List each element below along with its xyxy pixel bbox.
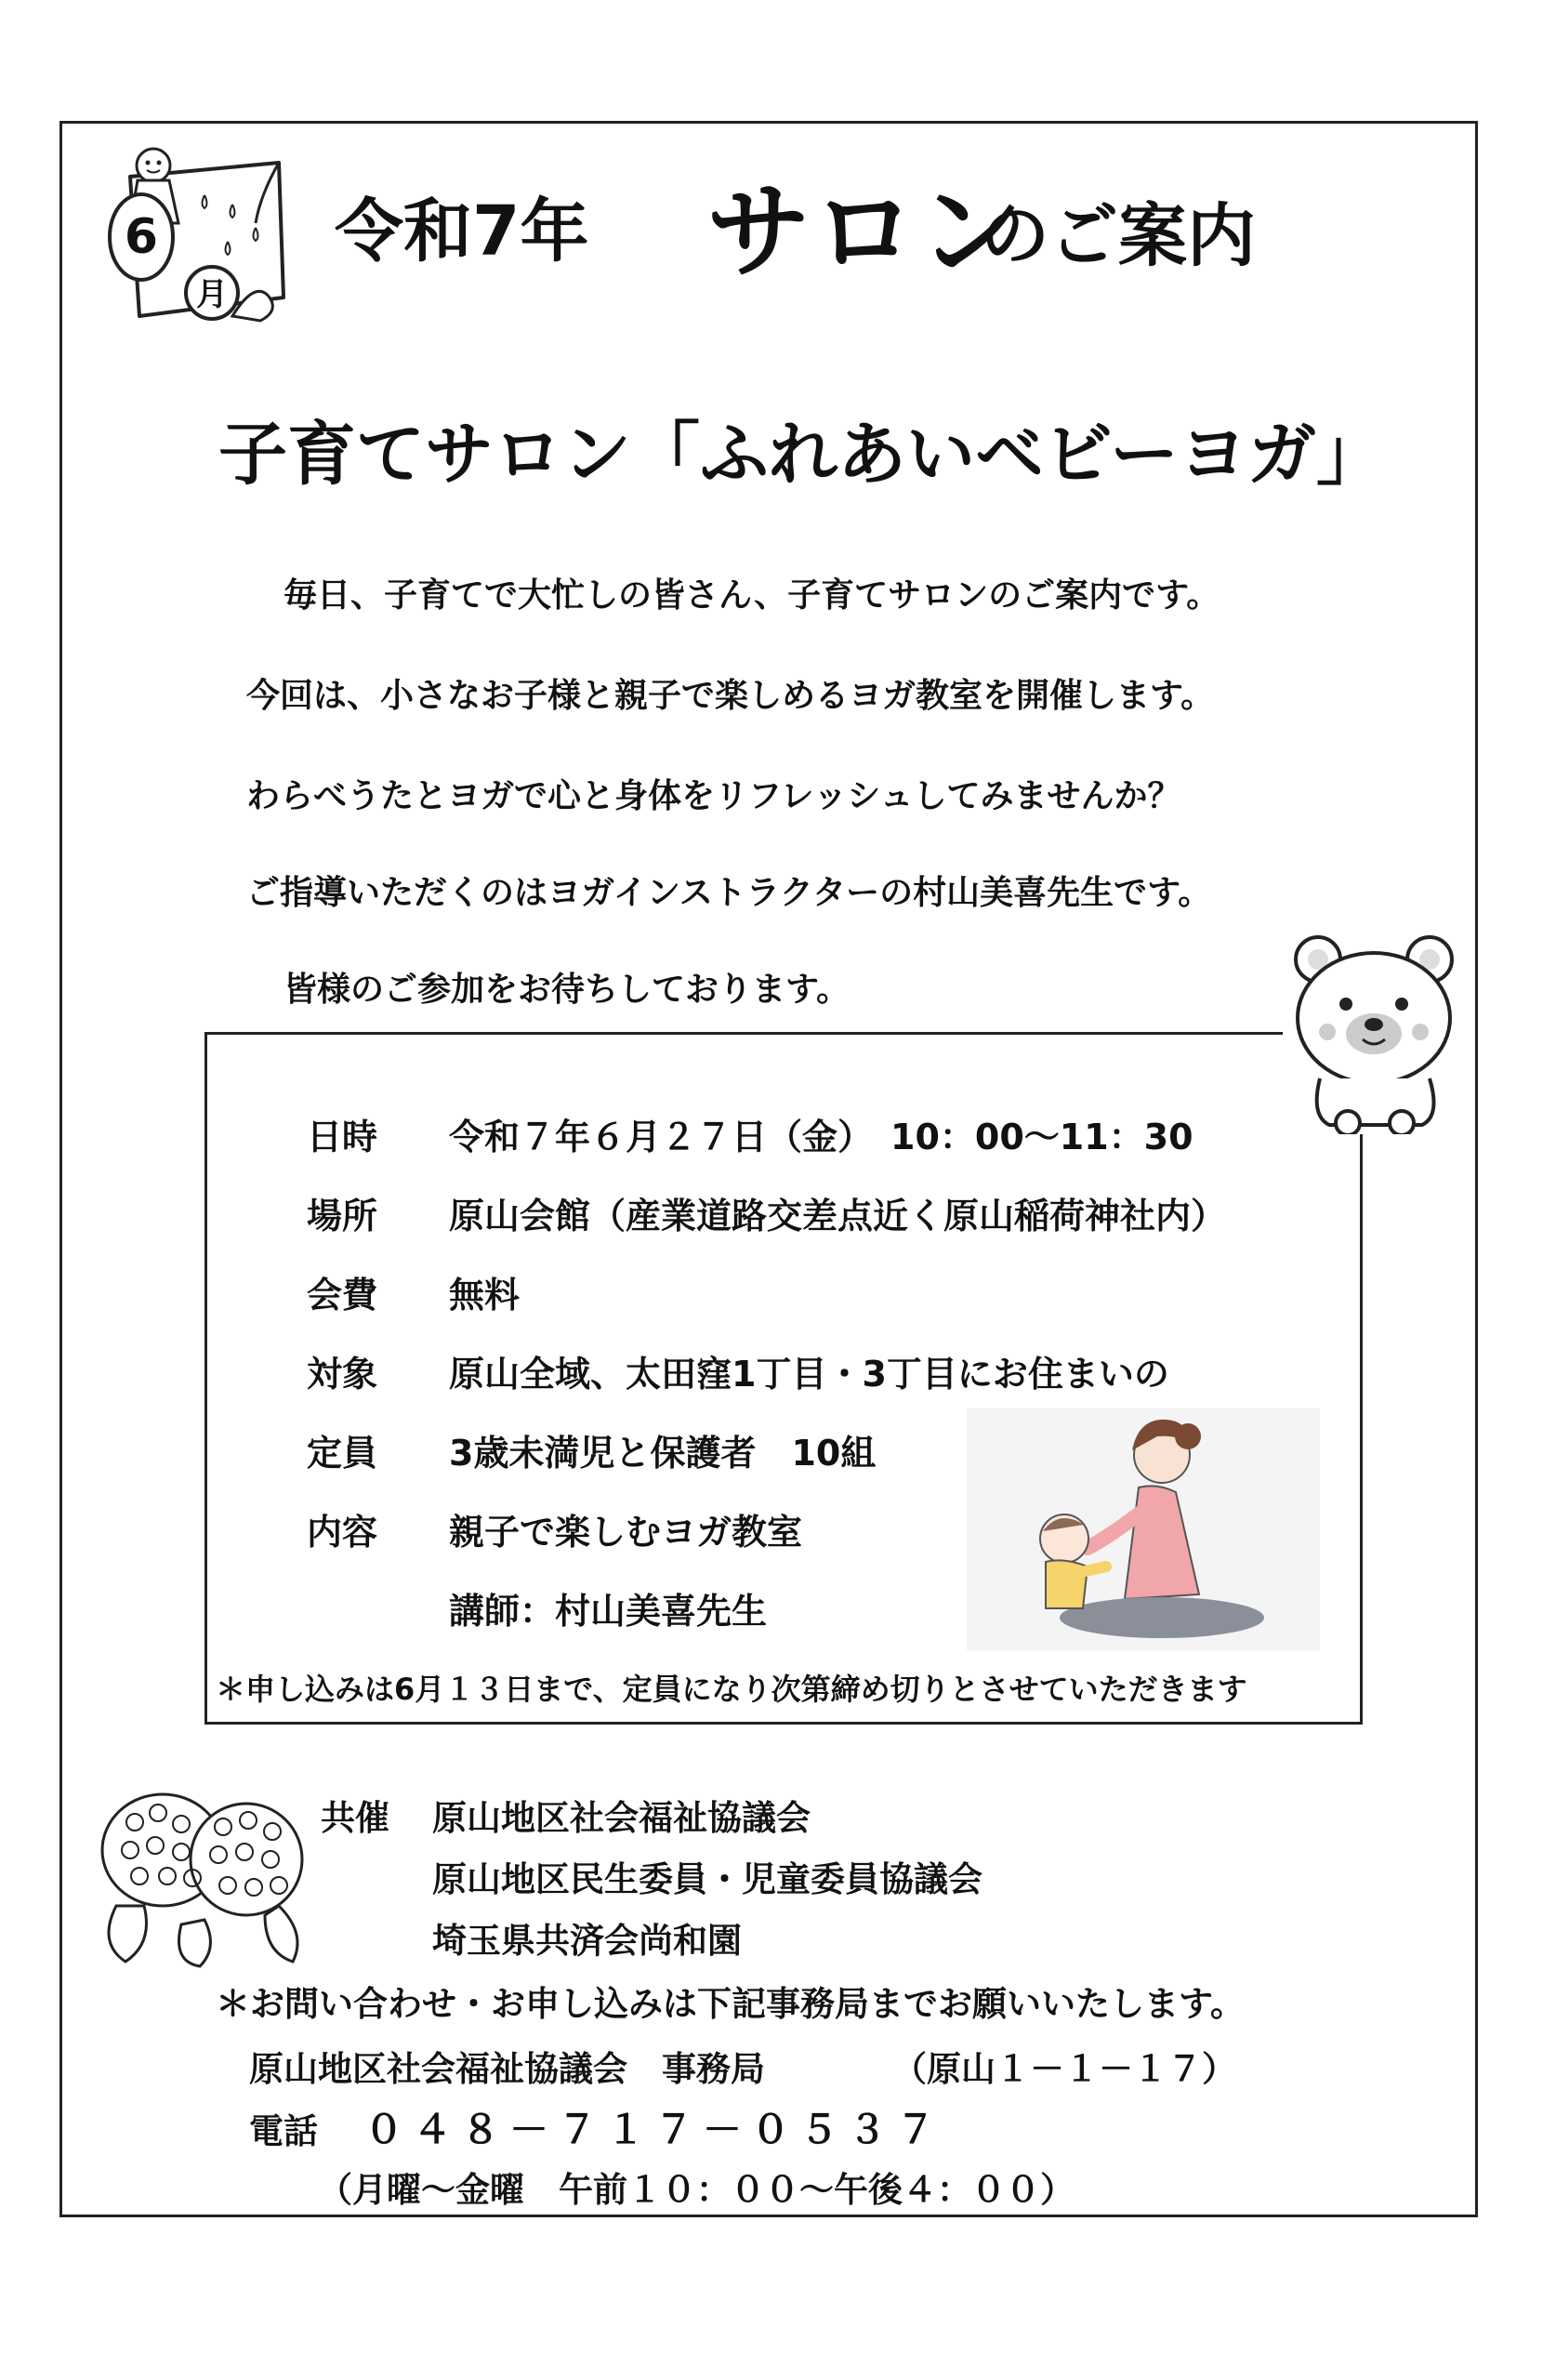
content-value: 親子で楽しむヨガ教室 <box>449 1512 803 1553</box>
office-hours: （月曜～金曜 午前１０：００～午後４：００） <box>318 2170 1075 2210</box>
year-label: 令和7年 <box>335 192 589 271</box>
tel-label: 電話 <box>249 2111 318 2151</box>
intro-line-1: 毎日、子育てで大忙しの皆さん、子育てサロンのご案内です。 <box>284 576 1220 615</box>
place-value: 原山会館（産業道路交差点近く原山稲荷神社内） <box>449 1196 1227 1236</box>
inquiry-note: ＊お問い合わせ・お申し込みは下記事務局までお願いいたします。 <box>216 1984 1246 2024</box>
datetime-label: 日時 <box>307 1117 378 1157</box>
cohost-1: 原山地区社会福祉協議会 <box>432 1798 811 1838</box>
capacity-label: 定員 <box>307 1433 378 1474</box>
mother-baby-yoga-illustration <box>967 1408 1320 1650</box>
cohost-3: 埼玉県共済会尚和園 <box>432 1921 742 1961</box>
office-address: （原山１－１－１７） <box>892 2049 1236 2089</box>
bear-illustration <box>1283 930 1469 1134</box>
cohost-2: 原山地区民生委員・児童委員協議会 <box>432 1859 982 1899</box>
tel-number: ０４８－７１７－０５３７ <box>364 2107 945 2152</box>
target-label: 対象 <box>307 1354 378 1395</box>
intro-line-4: ご指導いただくのはヨガインストラクターの村山美喜先生です。 <box>246 874 1212 912</box>
capacity-value: 3歳未満児と保護者 10組 <box>449 1433 877 1474</box>
fee-label: 会費 <box>307 1275 378 1316</box>
application-deadline-note: ＊申し込みは6月１３日まで、定員になり次第締め切りとさせていただきます <box>216 1672 1247 1707</box>
month-number: 6 <box>124 209 159 265</box>
salon-title: サロン <box>706 172 1024 293</box>
month-unit: 月 <box>196 276 228 313</box>
cohost-label: 共催 <box>321 1798 389 1838</box>
office-name: 原山地区社会福祉協議会 事務局 <box>249 2049 765 2089</box>
content-label: 内容 <box>307 1512 378 1553</box>
target-value: 原山全域、太田窪1丁目・3丁目にお住まいの <box>449 1354 1169 1395</box>
datetime-value: 令和７年６月２７日（金） 10：00～11：30 <box>449 1117 1193 1157</box>
event-subtitle: 子育てサロン「ふれあいベビーヨガ」 <box>218 415 1386 495</box>
june-calendar-illustration <box>93 139 307 344</box>
hydrangea-illustration <box>88 1766 330 1971</box>
instructor-value: 講師：村山美喜先生 <box>449 1591 768 1632</box>
intro-line-5: 皆様のご参加をお待ちしております。 <box>284 971 851 1009</box>
intro-line-2: 今回は、小さなお子様と親子で楽しめるヨガ教室を開催します。 <box>246 677 1215 715</box>
teru-teru-bozu-icon <box>137 149 170 182</box>
guide-suffix: のご案内 <box>981 196 1256 276</box>
place-label: 場所 <box>307 1196 378 1236</box>
intro-line-3: わらべうたとヨガで心と身体をリフレッシュしてみませんか？ <box>246 777 1181 815</box>
fee-value: 無料 <box>449 1275 521 1316</box>
